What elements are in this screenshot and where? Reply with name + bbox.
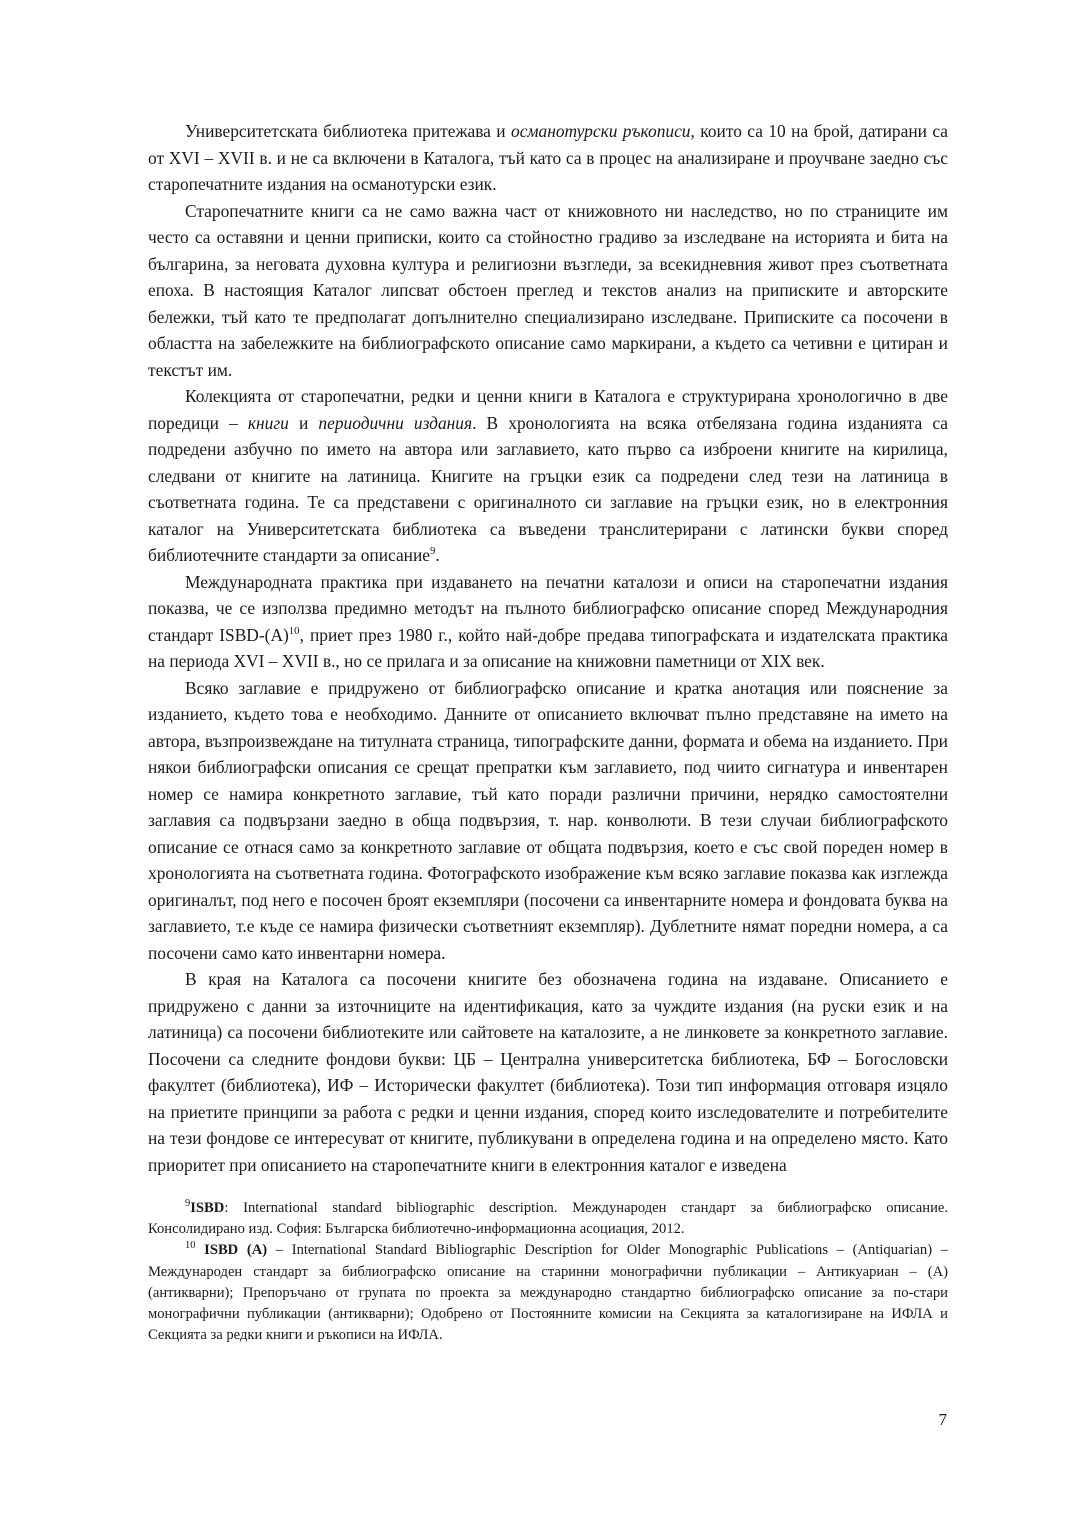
paragraph: Международната практика при издаването на печатни каталози и описи на старопечатни издания показва, че се използва предимно методът на пълното библиографско описание според Международния стандарт ISBD-$(А)^{10}$, приет през 1980 г., който най-добре предава типографската и издателската практика на периода XVI – XVII в., но се прилага и за описание на книжовни паметници от XIX век.: [148, 571, 948, 671]
footnote-marker: 10: [185, 1240, 196, 1252]
paragraph: Колекцията от старопечатни, редки и ценни книги в Каталога е структурирана хронологично в две поредици – книги и периодични издания. В хронологията на всяка отбелязана година изданията са подредени азбучно по името на автора или заглавието, като първо са изброени книгите на кирилица, следвани от книгите на латиница. Книгите на гръцки език са подредени след тези на латиница в съответната година. Те са представени с оригиналното си заглавие на гръцки език, но в електронния каталог на Университетската библиотека са въведени транслитерирани с латински букви според библиотечните стандарти за описание$^9$.: [148, 386, 948, 565]
body-text-column: [148, 118, 948, 1178]
footnote-marker: 9: [185, 1198, 191, 1210]
page-number: 7: [938, 1410, 947, 1429]
paragraph: Университетската библиотека притежава и османотурски ръкописи, които са 10 на брой, датирани са от XVI – XVII в. и не са включени в Каталога, тъй като са в процес на анализиране и проучване заедно със старопечатните издания на османотурски език.: [148, 121, 948, 194]
paragraph: Всяко заглавие е придружено от библиографско описание и кратка анотация или пояснение за изданието, където това е необходимо. Данните от описанието включват пълно представяне на името на автора, възпроизвеждане на титулната страница, типографските данни, формата и обема на изданието. При някои библиографски описания се срещат препратки към заглавието, под чиито сигнатура и инвентарен номер се намира конкретното заглавие, тъй като поради различни причини, нерядко самостоятелни заглавия са подвързани заедно в обща подвързия, т. нар. конволюти. В тези случаи библиографското описание се отнася само за конкретното заглавие от общата подвързия, което е със свой пореден номер в хронологията на съответната година. Фотографското изображение към всяко заглавие показва как изглежда оригиналът, под него е посочен броят екземпляри (посочени са инвентарните номера и фондовата буква на заглавието, т.е къде се намира физически съответният екземпляр). Дублетните нямат поредни номера, а са посочени само като инвентарни номера.: [148, 677, 948, 963]
paragraph: В края на Каталога са посочени книгите без обозначена година на издаване. Описанието е придружено с данни за източниците на идентификация, като за чуждите издания (на руски език и на латиница) са посочени библиотеките или сайтовете на каталозите, а не линковете за конкретното заглавие. Посочени са следните фондови букви: ЦБ – Централна университетска библиотека, БФ – Богословски факултет (библиотека), ИФ – Исторически факултет (библиотека). Този тип информация отговаря изцяло на приетите принципи за работа с редки и ценни издания, според които изследователите и потребителите на тези фондове се интересуват от книгите, публикувани в определена година и на определено място. Като приоритет при описанието на старопечатните книги в електронния каталог е изведена: [148, 969, 948, 1175]
footnote: $^9$ISBD: International standard bibliographic description. Международен стандарт за библиографско описание. Консолидирано изд. София: Българска библиотечно-информационна асоциация, 2012.: [148, 1198, 948, 1238]
paragraph: Старопечатните книги са не само важна част от книжовното ни наследство, но по страниците им често са оставяни и ценни приписки, които са стойностно градиво за изследване на историята и бита на българина, за неговата духовна култура и религиозни възгледи, за всекидневния живот през съответната епоха. В настоящия Каталог липсват обстоен преглед и текстов анализ на приписките и авторските бележки, тъй като те предполагат допълнително специализирано изследване. Приписките са посочени в областта на забележките на библиографското описание само маркирани, а където са четивни е цитиран и текстът им.: [148, 200, 948, 380]
footnote: $^{10}$ ISBD (A) – International Standard Bibliographic Description for Older Monographic Publications – (Antiquarian) – Международен стандарт за библиографско описание на старинни монографични публикации – Антикуариан – (А) (антикварни); Препоръчано от групата по проекта за международно стандартно библиографско описание за по-стари монографични публикации (антикварни); Одобрено от Постоянните комисии на Секцията за каталогизиране на ИФЛА и Секцията за редки книги и ръкописи на ИФЛА.: [148, 1240, 948, 1344]
footnotes-section: [148, 1198, 948, 1347]
